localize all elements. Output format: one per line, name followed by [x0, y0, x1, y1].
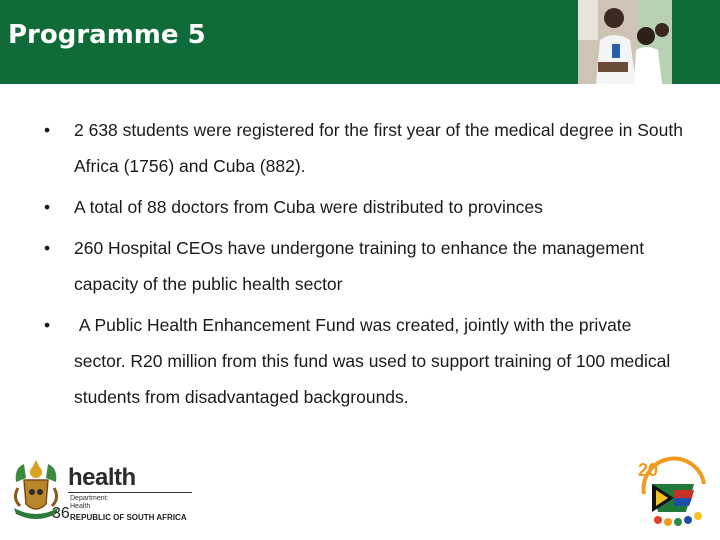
- page-number: 36: [52, 505, 70, 522]
- bullet-item-hospital-ceos: [44, 230, 684, 302]
- bullet-text: A Public Health Enhancement Fund was created, jointly with the private sector. R20 million from this fund was used to support training of 100 medical students from disadvantaged backgrounds.: [74, 315, 676, 407]
- bullet-list: [44, 112, 684, 415]
- bullet-item-students: [44, 112, 684, 184]
- bullet-marker: •: [44, 238, 51, 258]
- department-line1: Department:: [70, 495, 109, 502]
- country-label: REPUBLIC OF SOUTH AFRICA: [70, 513, 187, 522]
- bullet-text: 2 638 students were registered for the first year of the medical degree in South Africa (1756) and Cuba (882).: [74, 120, 683, 176]
- bullet-item-cuban-doctors: [44, 189, 684, 225]
- health-wordmark: health: [68, 464, 136, 491]
- photo-image: [578, 0, 672, 84]
- department-label: [70, 495, 109, 511]
- bullet-item-enhancement-fund: [44, 307, 684, 415]
- 20-years-of-freedom-logo: [634, 454, 714, 534]
- bullet-text: A total of 88 doctors from Cuba were distributed to provinces: [74, 197, 543, 217]
- logo-divider: [68, 492, 192, 493]
- bullet-marker: •: [44, 197, 51, 217]
- bullet-marker: •: [44, 120, 51, 140]
- department-of-health-logo: [10, 458, 200, 530]
- bullet-text: 260 Hospital CEOs have undergone training to enhance the management capacity of the public health sector: [74, 238, 645, 294]
- bullet-marker: •: [44, 315, 51, 335]
- department-line2: Health: [70, 503, 91, 510]
- slide-title: Programme 5: [8, 20, 206, 50]
- svg-text:20: 20: [638, 460, 659, 480]
- nurse-with-children-photo: [578, 0, 672, 84]
